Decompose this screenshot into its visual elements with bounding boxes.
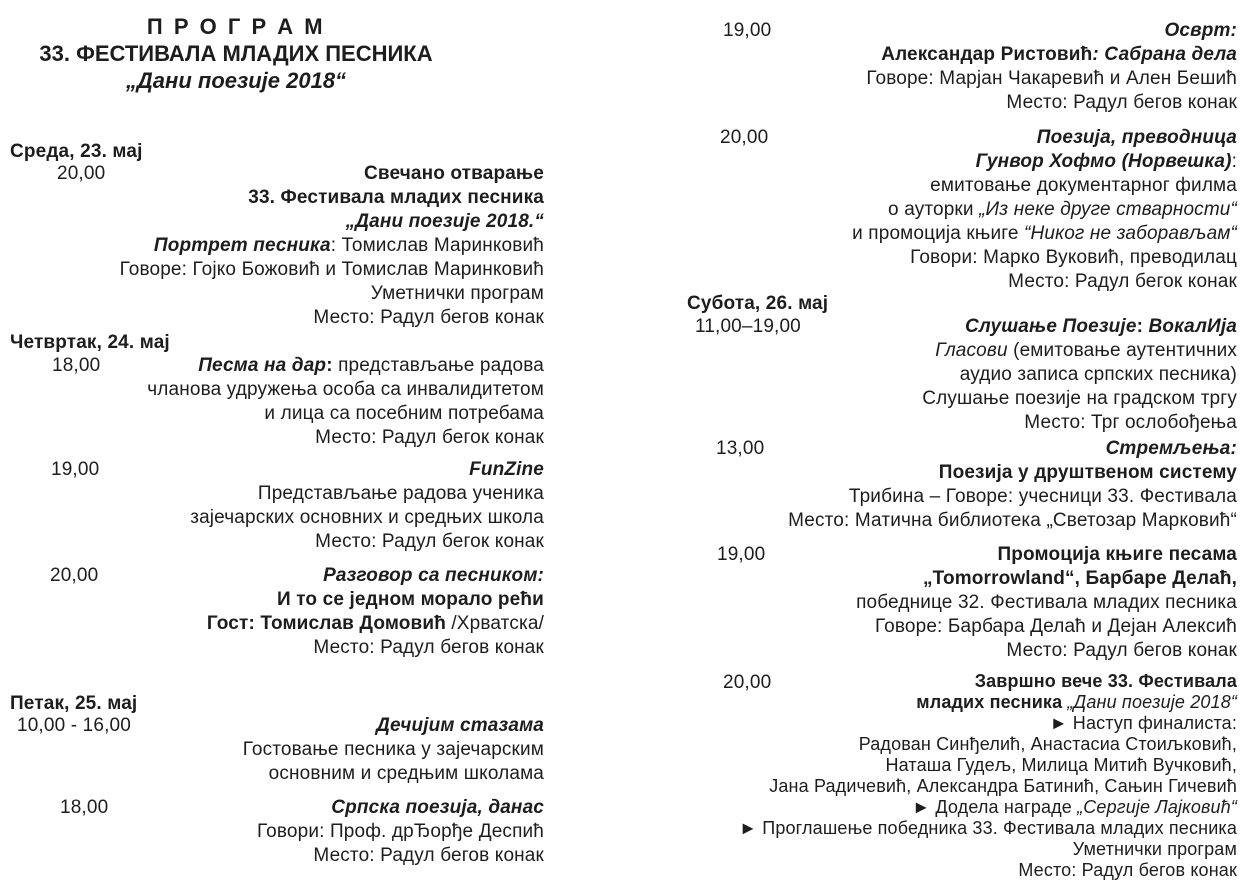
text-segment: Песма на дар [198,355,327,376]
text-segment: чланова удружења особа са инвалидитетом [147,379,544,400]
event-srpska-poezija-danas [10,796,544,868]
event-line [640,839,1237,860]
event-line [10,820,544,844]
event-time: 20,00 [720,127,769,148]
event-slusanje-poezije [640,315,1237,435]
text-segment: Место: Радул бегов конак [313,307,544,328]
event-line [640,43,1237,67]
text-segment: и лица са посебним потребама [264,403,544,424]
event-line [640,174,1237,198]
event-line [10,738,544,762]
event-zavrsno-vece [640,671,1237,881]
text-segment: младих песника [916,692,1063,712]
text-segment: Гунвор Хофмо (Норвешка) [975,151,1232,172]
event-time: 11,00–19,00 [695,316,801,337]
text-segment: И то се једном морало рећи [276,589,544,610]
event-line [640,150,1237,174]
event-time: 10,00 - 16,00 [17,715,131,736]
text-segment: Место: Трг ослобођења [1024,412,1237,433]
text-segment: Уметнички програм [370,283,544,304]
text-segment: Говоре: Марјан Чакаревић и Ален Бешић [866,68,1237,89]
event-line [640,591,1237,615]
text-segment: Говоре: Гојко Божовић и Томислав Маринковић [119,259,544,280]
text-segment: Трибина – Говоре: учесници 33. Фестивала [848,486,1237,507]
event-time: 18,00 [52,355,101,376]
event-line [10,234,544,258]
day-heading-friday: Петак, 25. мај [10,693,138,714]
event-time: 20,00 [50,565,99,586]
event-line [640,755,1237,776]
event-line [10,530,544,554]
text-segment: зајечарских основних и средњих школа [190,507,544,528]
day-heading-saturday: Субота, 26. мај [687,293,829,314]
event-line [640,734,1237,755]
text-segment: Александар Ристовић [881,44,1093,65]
event-line [10,636,544,660]
event-line [640,776,1237,797]
event-time: 13,00 [716,438,765,459]
text-segment: Поезија у друштвеном систему [938,462,1237,483]
text-segment: ВокалИја [1143,316,1237,337]
event-body [10,162,544,330]
event-time: 19,00 [723,20,772,41]
event-line [640,485,1237,509]
day-heading-thursday: Четвртак, 24. мај [10,332,170,353]
text-segment: „Из неке друге стварности“ [979,199,1237,220]
text-segment: Слушање Поезије [964,316,1137,337]
event-promocija-knjige [640,543,1237,663]
text-segment: Завршно вече 33. Фестивала [974,671,1237,691]
event-line [640,270,1237,294]
program-title-line-3: „Дани поезије 2018“ [125,68,347,93]
text-segment: и промоција књиге [852,223,1025,244]
text-segment: Дечијим стазама [376,715,544,736]
event-line [640,246,1237,270]
event-pesma-na-dar [10,354,544,450]
event-stremljenja [640,437,1237,533]
event-line [10,426,544,450]
text-segment: Место: Радул бегок конак [315,427,544,448]
event-razgovor-sa-pesnikom [10,564,544,660]
event-time: 19,00 [717,544,766,565]
event-line [10,378,544,402]
text-segment: Говоре: Барбара Делаћ и Дејан Алексић [874,616,1237,637]
text-segment: Осврт: [1164,20,1237,41]
event-line [10,762,544,786]
event-line [640,567,1237,591]
event-line [640,222,1237,246]
text-segment: ► Проглашење победника 33. Фестивала младих песника [739,818,1237,838]
event-osvrt [640,19,1237,115]
text-segment: Поезија, преводница [1036,127,1237,148]
event-time: 20,00 [57,163,106,184]
text-segment: : [1136,316,1144,337]
event-line [10,306,544,330]
event-line [640,639,1237,663]
day-heading-wednesday: Среда, 23. мај [10,141,143,162]
text-segment: : Томислав Маринковић [330,235,544,256]
text-segment: основним и средњим школама [268,763,544,784]
event-line [10,210,544,234]
event-line [640,509,1237,533]
text-segment: Место: Радул бегок конак [1008,271,1237,292]
text-segment: Говори: Марко Вуковић, преводилац [910,247,1237,268]
event-line [640,615,1237,639]
event-line [640,339,1237,363]
event-line [10,402,544,426]
text-segment: 33. Фестивала младих песника [248,187,544,208]
event-line [10,258,544,282]
text-segment: „Сергије Лајковић“ [1077,797,1237,817]
event-line [10,186,544,210]
event-line [640,91,1237,115]
text-segment: “Никог не заборављам“ [1024,223,1237,244]
text-segment: Говори: Проф. дрЂорђе Деспић [257,821,544,842]
event-line [10,282,544,306]
event-line [10,588,544,612]
event-line [640,411,1237,435]
text-segment: Наташа Гудељ, Милица Митић Вучковић, [885,755,1237,775]
text-segment: Представљање радова ученика [257,483,544,504]
event-time: 19,00 [51,459,100,480]
event-line [640,198,1237,222]
text-segment: Место: Радул бегов конак [1006,92,1237,113]
text-segment: Гостовање песника у зајечарским [242,739,544,760]
event-time: 18,00 [60,797,109,818]
event-line [640,797,1237,818]
text-segment: Слушање поезије на градском тргу [922,388,1237,409]
program-title-line-2: 33. ФЕСТИВАЛА МЛАДИХ ПЕСНИКА [39,41,433,66]
text-segment: : Сабрана дела [1092,44,1237,65]
event-line [640,713,1237,734]
text-segment: Радован Синђелић, Анастасиа Стоиљковић, [858,734,1237,754]
event-opening-ceremony [10,162,544,330]
event-line [640,860,1237,881]
text-segment: Стремљења: [1105,438,1237,459]
event-line [640,692,1237,713]
event-line [10,482,544,506]
text-segment: Српска поезија, данас [331,797,544,818]
event-poezija-prevodnica [640,126,1237,294]
text-segment: : [326,355,333,376]
text-segment: Свечано отварање [364,163,544,184]
text-segment: „Дани поезије 2018.“ [345,211,544,232]
text-segment: Место: Радул бегок конак [315,531,544,552]
text-segment: о ауторки [888,199,980,220]
text-segment: емитовање документарног филма [930,175,1237,196]
event-line [10,844,544,868]
text-segment: ► Наступ финалиста: [1049,713,1237,733]
text-segment: /Хрватска/ [445,613,544,634]
event-line [640,67,1237,91]
event-body [640,126,1237,294]
event-line [640,387,1237,411]
text-segment: Место: Матична библиотека „Светозар Марковић“ [788,510,1237,531]
event-time: 20,00 [723,672,772,693]
event-line [10,506,544,530]
text-segment: „Tomorrowland“, Барбаре Делаћ, [922,568,1237,589]
text-segment: Место: Радул бегов конак [313,845,544,866]
event-line [640,363,1237,387]
text-segment: Уметнички програм [1072,839,1237,859]
text-segment: Место: Радул бегов конак [313,637,544,658]
text-segment: победнице 32. Фестивала младих песника [856,592,1237,613]
text-segment: Портрет песника [153,235,331,256]
text-segment: (емитовање аутентичних [1007,340,1237,361]
text-segment: Место: Радул бегов конак [1018,860,1237,880]
left-column [10,0,544,882]
event-body [640,671,1237,881]
event-decijim-stazama [10,714,544,786]
event-line [640,818,1237,839]
text-segment: аудио записа српских песника) [959,364,1237,385]
text-segment: „Дани поезије 2018“ [1062,692,1237,712]
text-segment: : [1231,151,1237,172]
text-segment: Промоција књиге песама [997,544,1237,565]
text-segment: Место: Радул бегов конак [1006,640,1237,661]
text-segment: Јана Радичевић, Александра Батинић, Сањин Гичевић [769,776,1237,796]
right-column [640,0,1237,882]
text-segment: ► Додела награде [912,797,1078,817]
text-segment: Гост: Томислав Домовић [206,613,446,634]
text-segment: представљање радова [332,355,544,376]
event-line [640,461,1237,485]
text-segment: Разговор са песником: [323,565,544,586]
event-funzine [10,458,544,554]
text-segment: Гласови [935,340,1008,361]
text-segment: FunZine [469,459,544,480]
program-title-line-1: П Р О Г Р А М [146,14,326,39]
event-line [10,612,544,636]
